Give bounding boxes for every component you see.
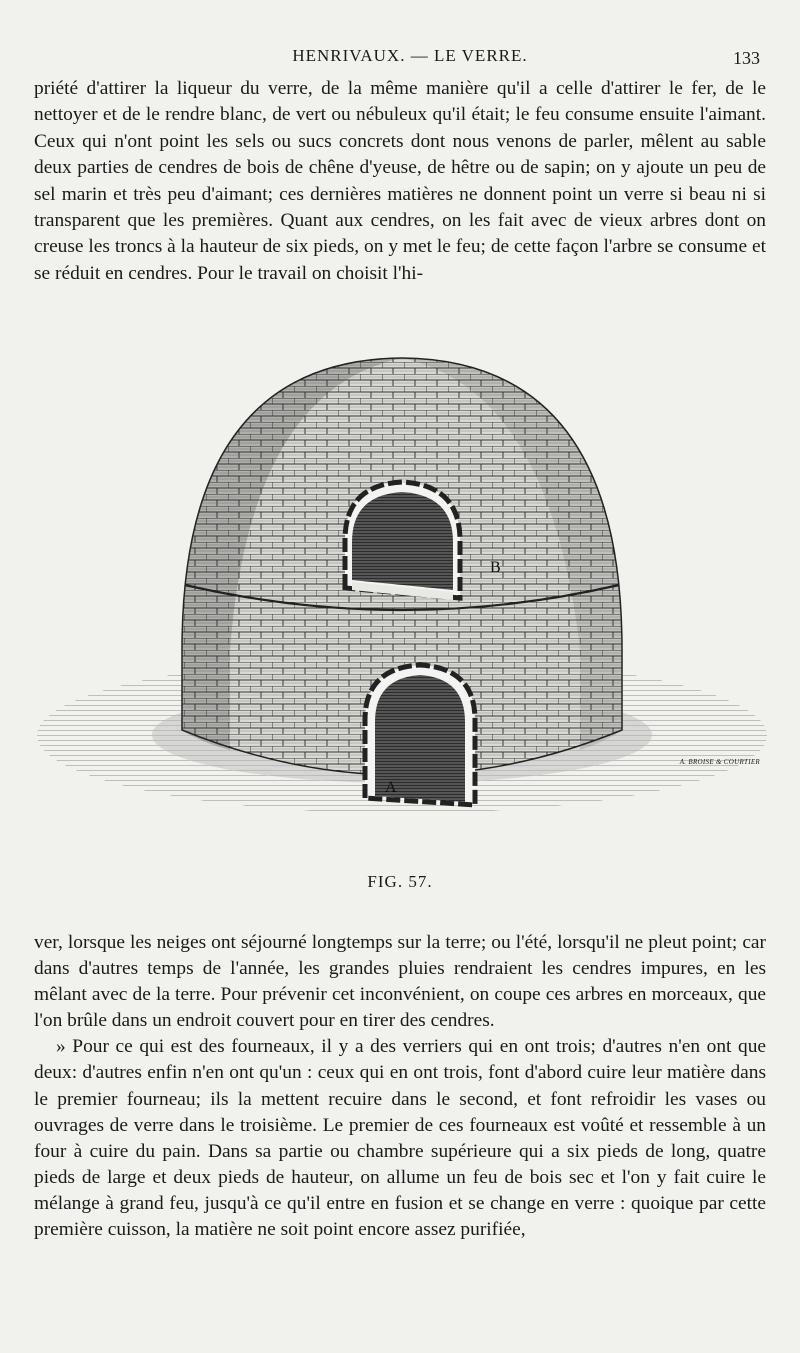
body-text-top [34, 76, 766, 287]
body-text-bottom [34, 930, 766, 1243]
label-b: B [490, 559, 501, 576]
paragraph: priété d'attirer la liqueur du verre, de la même manière qu'il a celle d'attirer le fer, de le nettoyer et de le rendre blanc, de vert ou nébuleux qu'il était; le feu consume ensuite l'aimant. Ceux qui n'ont point les sels ou sucs concrets dont nous venons de parler, mêlent au sable deux parties de cendres de bois de chêne d'yeuse, de hêtre ou de sapin; on y ajoute un peu de sel marin et très peu d'aimant; ces dernières matières ne donnent point un verre si beau ni si transparent que les premières. Quant aux cendres, on les fait avec de vieux arbres dont on creuse les troncs à la hauteur de six pieds, on y met le feu; de cette façon l'arbre se consume et se réduit en cendres. Pour le travail on choisit l'hi- [34, 78, 766, 284]
running-title: HENRIVAUX. — LE VERRE. [292, 46, 528, 65]
label-a: A [385, 779, 397, 796]
furnace-illustration [30, 350, 775, 870]
engraver-signature: A. BROISE & COURTIER [679, 758, 760, 766]
page-header [0, 44, 800, 76]
page-number: 133 [733, 48, 760, 68]
paragraph: » Pour ce qui est des fourneaux, il y a des verriers qui en ont trois; d'autres n'en ont que deux: d'autres enfin n'en ont qu'un : ceux qui en ont trois, font d'abord cuire leur matière dans le premier fourneau; ils la mettent recuire dans le second, et font refroidir les vases ou ouvrages de verre dans le troisième. Le premier de ces fourneaux est voûté et ressemble à un four à cuire du pain. Dans sa partie ou chambre supérieure qui a six pieds de long, quatre pieds de large et deux pieds de hauteur, on allume un feu de bois sec et l'on y fait cuire le mélange à grand feu, jusqu'à ce qu'il entre en fusion et se change en verre : quoique par cette première cuisson, la matière ne soit point encore assez purifiée, [34, 1036, 766, 1241]
beehive-furnace-engraving [30, 350, 775, 870]
paragraph: ver, lorsque les neiges ont séjourné longtemps sur la terre; ou l'été, lorsqu'il ne pleut point; car dans d'autres temps de l'année, les grandes pluies rendraient les cendres impures, en les mêlant avec de la terre. Pour prévenir cet inconvénient, on coupe ces arbres en morceaux, que l'on brûle dans un endroit couvert pour en tirer des cendres. [34, 932, 766, 1032]
figure-caption: FIG. 57. [367, 872, 433, 891]
